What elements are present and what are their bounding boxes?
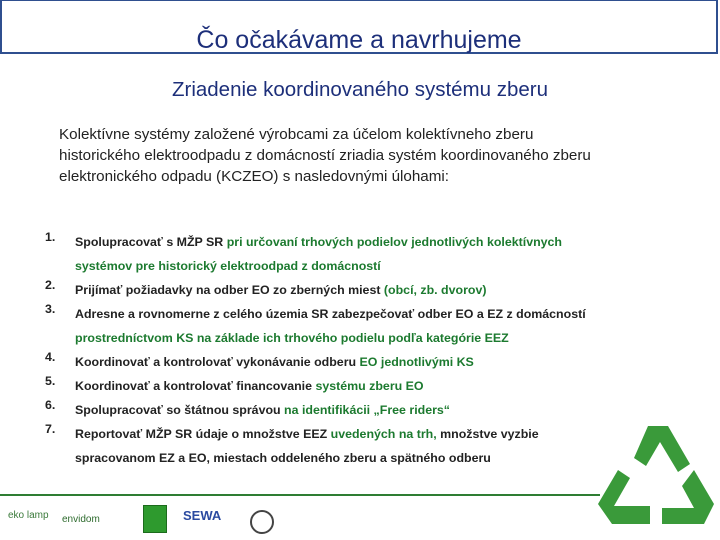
task-number: 2.	[45, 278, 56, 292]
page-subtitle: Zriadenie koordinovaného systému zberu	[171, 78, 549, 101]
partner-logos	[0, 500, 300, 540]
task-text-segment: Koordinovať a kontrolovať financovanie	[75, 379, 316, 393]
task-item	[45, 278, 655, 302]
task-text-highlight: (obcí, zb. dvorov)	[383, 283, 487, 297]
task-text-line	[75, 350, 655, 374]
task-item	[45, 374, 655, 398]
green-logo-icon	[143, 505, 167, 533]
task-text-line	[75, 398, 655, 422]
task-number: 7.	[45, 422, 56, 436]
task-text-segment: Adresne a rovnomerne z celého územia SR zabezpečovať odber EO a EZ z domácností	[75, 307, 586, 321]
task-text-line	[75, 422, 655, 446]
task-number: 6.	[45, 398, 56, 412]
task-text-line	[75, 278, 655, 302]
round-logo-icon	[250, 510, 274, 534]
task-item	[45, 350, 655, 374]
task-item	[45, 302, 655, 350]
task-text-highlight: prostredníctvom KS na základe ich trhového podielu podľa kategórie EEZ	[75, 331, 509, 345]
intro-paragraph	[59, 124, 684, 187]
task-number: 1.	[45, 230, 56, 244]
task-text-highlight: EO jednotlivými KS	[359, 355, 474, 369]
task-text-line	[75, 326, 655, 350]
intro-line: Kolektívne systémy založené výrobcami za účelom kolektívneho zberu	[59, 126, 534, 143]
task-number: 3.	[45, 302, 56, 316]
task-text-highlight: systémov pre historický elektroodpad z domácností	[75, 259, 381, 273]
task-text-highlight: na identifikácii „Free riders“	[284, 403, 451, 417]
task-text-line	[75, 374, 655, 398]
task-text-segment: Prijímať požiadavky na odber EO zo zberných miest	[75, 283, 384, 297]
envidom-logo: envidom	[62, 514, 100, 525]
intro-line: elektronického odpadu (KCZEO) s nasledovnými úlohami:	[59, 168, 450, 185]
title-bar	[0, 0, 718, 54]
task-item	[45, 230, 655, 278]
task-text-line	[75, 254, 655, 278]
task-number: 4.	[45, 350, 56, 364]
task-text-segment: Koordinovať a kontrolovať vykonávanie odberu	[75, 355, 360, 369]
ekolamp-logo: eko lamp	[8, 510, 49, 521]
sewa-logo: SEWA	[183, 508, 222, 523]
task-text-line	[75, 446, 655, 470]
task-item	[45, 398, 655, 422]
task-text-segment: Spolupracovať so štátnou správou	[75, 403, 285, 417]
task-text-segment: množstve vyzbie	[440, 427, 539, 441]
task-text-highlight: pri určovaní trhových podielov jednotlivých kolektívnych	[226, 235, 563, 249]
task-number: 5.	[45, 374, 56, 388]
task-text-segment: spracovanom EZ a EO, miestach oddeleného zberu a spätného odberu	[75, 451, 491, 465]
task-text-line	[75, 302, 655, 326]
task-item	[45, 422, 655, 470]
recycle-icon	[590, 420, 720, 540]
task-text-segment: Reportovať MŽP SR údaje o množstve EEZ	[75, 427, 331, 441]
task-list	[45, 230, 655, 470]
task-text-line	[75, 230, 655, 254]
task-text-highlight: uvedených na trh,	[330, 427, 441, 441]
task-text-segment: Spolupracovať s MŽP SR	[75, 235, 227, 249]
footer-divider	[0, 494, 600, 496]
page-title: Čo očakávame a navrhujeme	[196, 26, 522, 54]
intro-line: historického elektroodpadu z domácností zriadia systém koordinovaného zberu	[59, 147, 591, 164]
task-text-highlight: systému zberu EO	[315, 379, 424, 393]
